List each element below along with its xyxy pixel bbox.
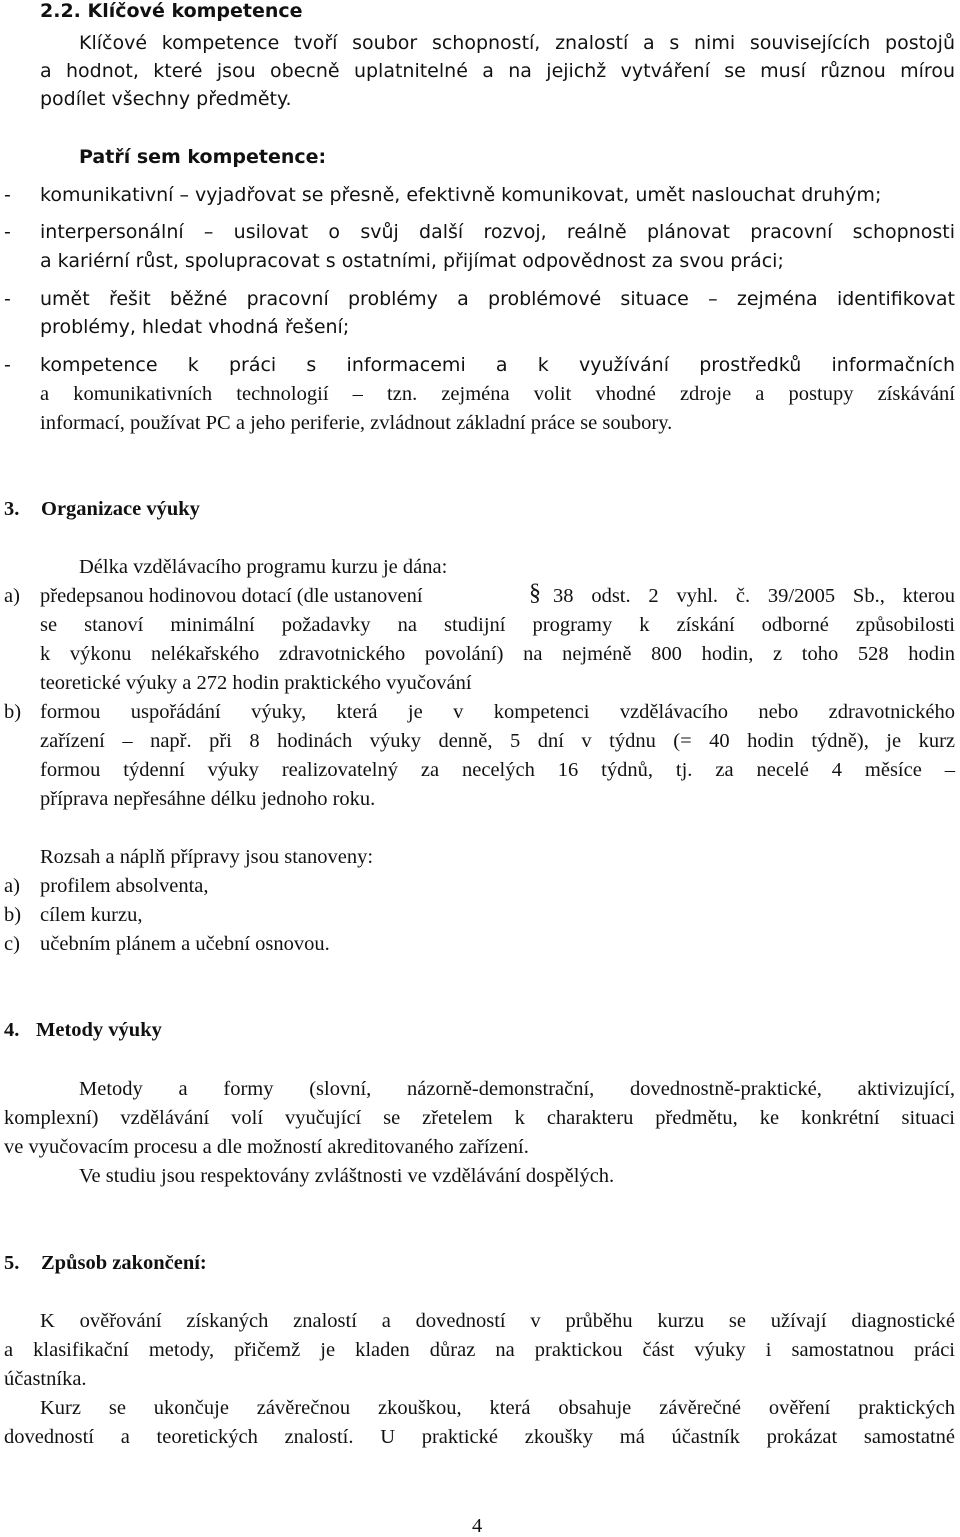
page-number: 4 (472, 1515, 483, 1537)
list-item-line: k výkonu nelékařského zdravotnického povolání) na nejméně 800 hodin, z toho 528 hodin (40, 643, 955, 665)
section-title-5: Způsob zakončení: (41, 1252, 207, 1274)
list-bullet: - (4, 354, 11, 376)
list-item-line: profilem absolventa, (40, 875, 209, 897)
list-item-line: teoretické výuky a 272 hodin praktického vyučování (40, 672, 472, 694)
list-item-line: kompetence k práci s informacemi a k využívání prostředků informačních (40, 354, 955, 376)
list-item-line: zařízení – např. při 8 hodinách výuky denně, 5 dní v týdnu (= 40 hodin týdně), je kurz (40, 730, 955, 752)
list-item-line: se stanoví minimální požadavky na studijní programy k získání odborné způsobilosti (40, 614, 955, 636)
paragraph-line: a hodnot, které jsou obecně uplatnitelné a na jejichž vytváření se musí různou mírou (40, 60, 955, 82)
paragraph-line: a klasifikační metody, přičemž je kladen důraz na praktickou část výuky i samostatnou práci (4, 1339, 955, 1361)
list-item-line: informací, používat PC a jeho periferie, zvládnout základní práce se soubory. (40, 412, 673, 434)
list-item-line: interpersonální – usilovat o svůj další rozvoj, reálně plánovat pracovní schopnosti (40, 221, 955, 243)
list-item-line: a kariérní růst, spolupracovat s ostatními, přijímat odpovědnost za svou práci; (40, 250, 784, 272)
paragraph-line: K ověřování získaných znalostí a dovedností v průběhu kurzu se užívají diagnostické (40, 1310, 955, 1332)
list-label: a) (4, 875, 20, 897)
section-number-5: 5. (4, 1252, 20, 1274)
list-item-line: a komunikativních technologií – tzn. zejména volit vhodné zdroje a postupy získávání (40, 383, 955, 405)
list-item-line: příprava nepřesáhne délku jednoho roku. (40, 788, 376, 810)
section-title-3: Organizace výuky (41, 498, 200, 520)
paragraph-line: podílet všechny předměty. (40, 88, 292, 110)
paragraph-line: dovedností a teoretických znalostí. U praktické zkoušky má účastník prokázat samostatné (4, 1426, 955, 1448)
section-number-4: 4. (4, 1019, 20, 1041)
paragraph-line: účastníka. (4, 1368, 87, 1390)
list-bullet: - (4, 221, 11, 243)
list-item-line: komunikativní – vyjadřovat se přesně, efektivně komunikovat, umět naslouchat druhým; (40, 184, 882, 206)
list-label: b) (4, 904, 22, 926)
list-bullet: - (4, 184, 11, 206)
section-heading-2-2: 2.2. Klíčové kompetence (40, 0, 303, 22)
paragraph-line: ve vyučovacím procesu a dle možností akreditovaného zařízení. (4, 1136, 529, 1158)
list-item-line: umět řešit běžné pracovní problémy a problémové situace – zejména identifikovat (40, 288, 955, 310)
list-item-line: formou uspořádání výuky, která je v kompetenci vzdělávacího nebo zdravotnického (40, 701, 955, 723)
list-label: a) (4, 585, 20, 607)
list-bullet: - (4, 288, 11, 310)
list-item-line: problémy, hledat vhodná řešení; (40, 316, 350, 338)
list-label: c) (4, 933, 20, 955)
list-item-line: cílem kurzu, (40, 904, 143, 926)
paragraph-line: Metody a formy (slovní, názorně-demonstrační, dovednostně-praktické, aktivizující, (79, 1078, 955, 1100)
paragraph-line: Rozsah a náplň přípravy jsou stanoveny: (40, 846, 374, 868)
paragraph-line: Klíčové kompetence tvoří soubor schopností, znalostí a s nimi souvisejících postojů (79, 32, 955, 54)
section-number-3: 3. (4, 498, 20, 520)
paragraph-line: Ve studiu jsou respektovány zvláštnosti ve vzdělávání dospělých. (79, 1165, 615, 1187)
list-label: b) (4, 701, 22, 723)
list-item-line: formou týdenní výuky realizovatelný za necelých 16 týdnů, tj. za necelé 4 měsíce – (40, 759, 955, 781)
list-item-line: učebním plánem a učební osnovou. (40, 933, 330, 955)
list-title: Patří sem kompetence: (79, 146, 327, 168)
paragraph-line: Délka vzdělávacího programu kurzu je dána: (79, 556, 448, 578)
paragraph-line: Kurz se ukončuje závěrečnou zkouškou, která obsahuje závěrečné ověření praktických (40, 1397, 955, 1419)
paragraph-line: komplexní) vzdělávání volí vyučující se zřetelem k charakteru předmětu, ke konkrétní situaci (4, 1107, 955, 1129)
list-item-line: předepsanou hodinovou dotací (dle ustanovení (40, 585, 423, 607)
section-title-4: Metody výuky (36, 1019, 162, 1041)
list-item-line: 38 odst. 2 vyhl. č. 39/2005 Sb., kterou (553, 585, 955, 607)
section-sign-icon: § (529, 580, 541, 606)
